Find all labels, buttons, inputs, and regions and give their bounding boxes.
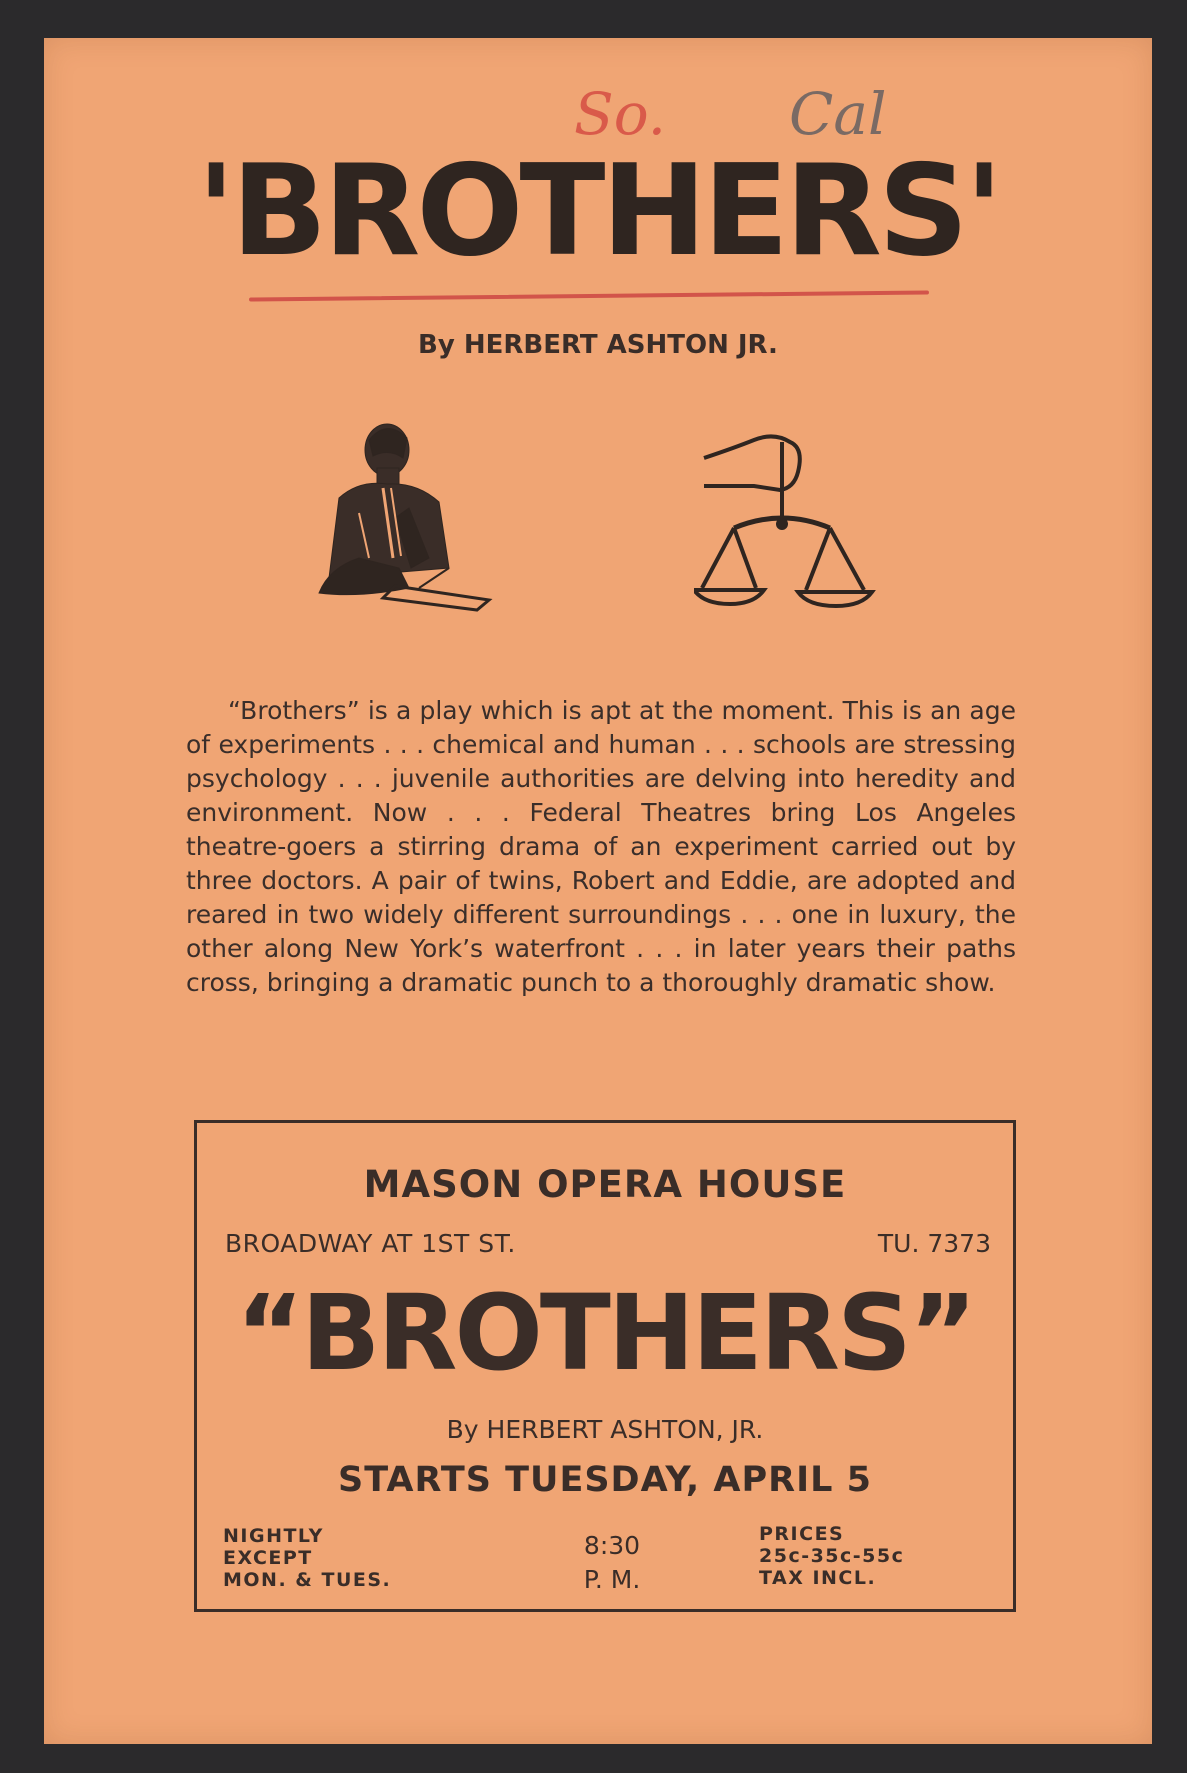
playbill-sheet <box>44 38 1152 1744</box>
prices-line: TAX INCL. <box>759 1567 877 1589</box>
play-description: “Brothers” is a play which is apt at the moment. This is an age of experiments . . . chemical and human . . . schools are stressing psychology . . . juvenile authorities are delving into heredity and environment. Now . . . Federal Theatres bring Los Angeles theatre-goers a stirring drama of an experiment carried out by three doctors. A pair of twins, Robert and Eddie, are adopted and reared in two widely different surroundings . . . one in luxury, the other along New York’s waterfront . . . in later years their paths cross, bringing a dramatic punch to a thoroughly dramatic show. <box>186 696 1016 997</box>
handwritten-annotation-left: So. <box>574 80 667 148</box>
red-pencil-underline <box>249 290 929 301</box>
ad-play-title: “BROTHERS” <box>235 1272 975 1394</box>
thinking-man-icon <box>299 418 509 618</box>
ad-author-byline: By HERBERT ASHTON, JR. <box>446 1415 764 1444</box>
prices-line: 25c-35c-55c <box>759 1545 905 1567</box>
schedule-line: MON. & TUES. <box>223 1569 392 1591</box>
author-byline: By HERBERT ASHTON JR. <box>418 330 778 360</box>
venue-phone: TU. 7373 <box>877 1229 991 1258</box>
venue-address: BROADWAY AT 1ST ST. <box>225 1229 516 1258</box>
playbill-title: 'BROTHERS' <box>196 137 1000 284</box>
theatre-ad-box <box>194 1120 1016 1612</box>
handwritten-annotation-right: Cal <box>789 80 887 148</box>
time-line: P. M. <box>583 1565 641 1594</box>
hand-holding-scales-icon <box>694 428 914 618</box>
schedule-line: EXCEPT <box>223 1547 313 1569</box>
time-line: 8:30 <box>583 1531 641 1560</box>
opening-date: STARTS TUESDAY, APRIL 5 <box>338 1460 872 1500</box>
prices-line: PRICES <box>759 1523 845 1545</box>
schedule-note <box>223 1525 391 1591</box>
prices-note <box>759 1523 904 1589</box>
schedule-line: NIGHTLY <box>223 1525 324 1547</box>
curtain-time <box>557 1529 667 1597</box>
venue-name: MASON OPERA HOUSE <box>363 1163 847 1206</box>
